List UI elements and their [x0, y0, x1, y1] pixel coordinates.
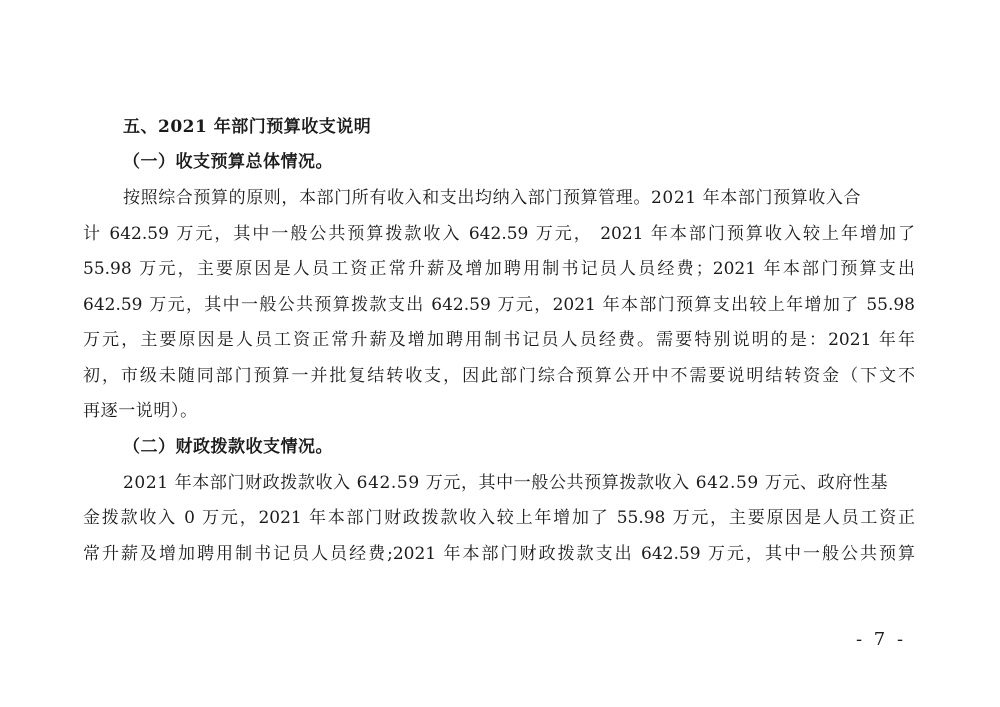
paragraph-line: 金拨款收入 0 万元，2021 年本部门财政拨款收入较上年增加了 55.98 万元，主要原因是人员工资正 [83, 508, 915, 528]
subsection-heading-fiscal: （二）财政拨款收支情况。 [123, 437, 333, 457]
paragraph-line: 642.59 万元，其中一般公共预算拨款支出 642.59 万元，2021 年本部门预算支出较上年增加了 55.98 [83, 295, 915, 315]
paragraph-line: 再逐一说明）。 [83, 401, 198, 421]
paragraph-line: 55.98 万元，主要原因是人员工资正常升薪及增加聘用制书记员人员经费；2021 年本部门预算支出 [83, 259, 915, 279]
paragraph-line: 初，市级未随同部门预算一并批复结转收支，因此部门综合预算公开中不需要说明结转资金（下文不 [83, 366, 915, 386]
section-heading: 五、2021 年部门预算收支说明 [123, 117, 372, 137]
paragraph-line: 按照综合预算的原则，本部门所有收入和支出均纳入部门预算管理。2021 年本部门预算收入合 [123, 188, 862, 208]
paragraph-line: 2021 年本部门财政拨款收入 642.59 万元，其中一般公共预算拨款收入 642.59 万元、政府性基 [123, 473, 889, 493]
paragraph-line: 万元，主要原因是人员工资正常升薪及增加聘用制书记员人员经费。需要特别说明的是：2021 年年 [83, 330, 915, 350]
subsection-heading-overall: （一）收支预算总体情况。 [123, 152, 333, 172]
page-number: - 7 - [856, 629, 907, 650]
paragraph-line: 常升薪及增加聘用制书记员人员经费;2021 年本部门财政拨款支出 642.59 万元，其中一般公共预算 [83, 544, 915, 564]
paragraph-line: 计 642.59 万元，其中一般公共预算拨款收入 642.59 万元， 2021 年本部门预算收入较上年增加了 [83, 224, 915, 244]
